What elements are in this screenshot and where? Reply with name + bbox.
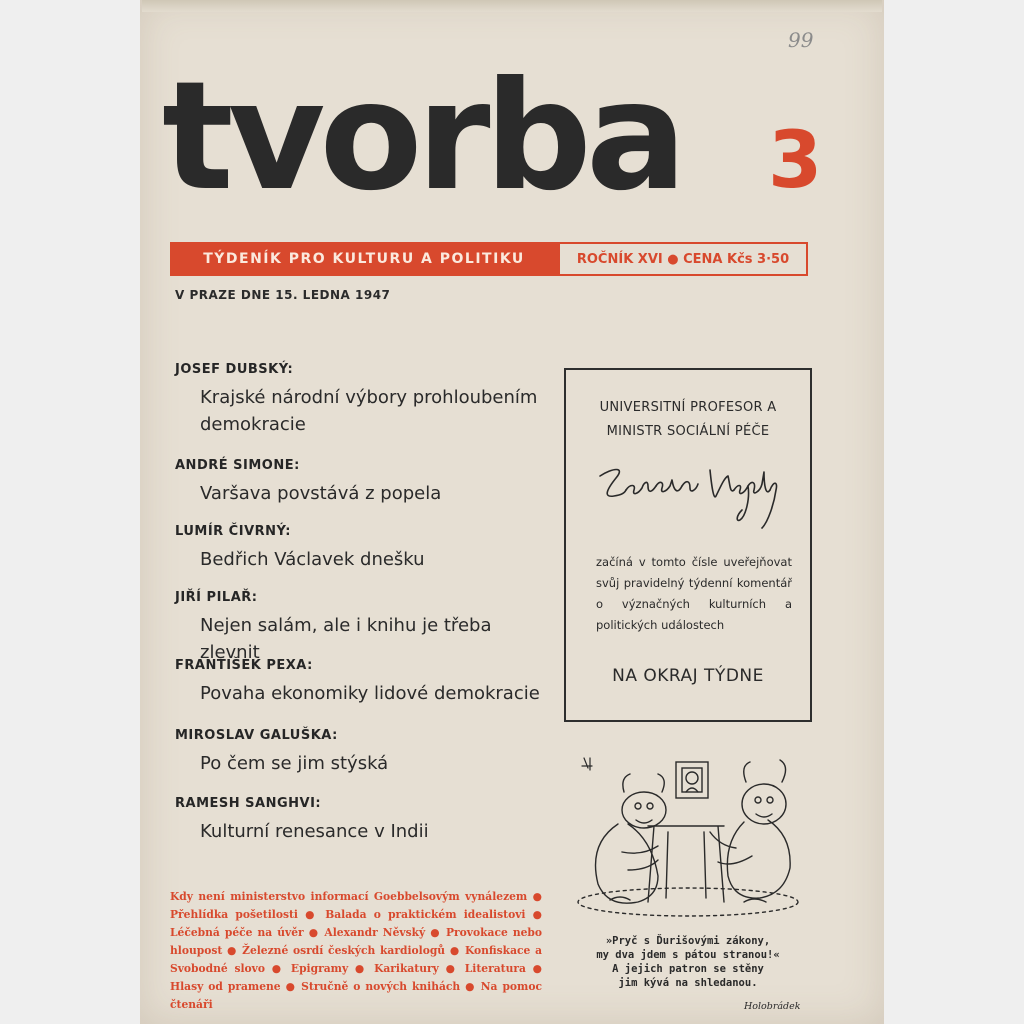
toc-title-line: Povaha ekonomiky lidové demokracie bbox=[200, 683, 540, 704]
announcement-box bbox=[564, 368, 812, 722]
toc-item[interactable] bbox=[175, 796, 429, 845]
toc-author: RAMESH SANGHVI: bbox=[175, 796, 322, 811]
column-title: NA OKRAJ TÝDNE bbox=[612, 666, 764, 686]
masthead-title: tvorba bbox=[162, 50, 682, 224]
toc-author: JIŘÍ PILAŘ: bbox=[175, 590, 258, 605]
contents-list: Kdy není ministerstvo informací Goebbelsovým vynálezem ● Přehlídka pošetilosti ● Balada o praktickém idealistovi ● Léčebná péče na úvěr ● Alexandr Něvský ● Provokace nebo hloupost ● Železné osrdí českých kardiologů ● Konfiskace a Svobodné slovo ● Epigramy ● Karikatury ● Literatura ● Hlasy od pramene ● Stručně o nových knihách ● Na pomoc čtenáři bbox=[170, 890, 542, 1011]
toc-author: FRANTIŠEK PEXA: bbox=[175, 658, 313, 673]
toc-author: LUMÍR ČIVRNÝ: bbox=[175, 524, 291, 539]
toc-item[interactable] bbox=[175, 728, 388, 777]
toc-item[interactable] bbox=[175, 362, 537, 438]
announcement-text: začíná v tomto čísle uveřejňovat svůj pravidelný týdenní komentář o význačných kulturních a politických událostech bbox=[596, 555, 792, 632]
toc-author: JOSEF DUBSKÝ: bbox=[175, 362, 294, 377]
toc-title-line: Bedřich Václavek dnešku bbox=[200, 549, 425, 570]
cartoon-author: Holobrádek bbox=[744, 1001, 801, 1012]
toc-author: MIROSLAV GALUŠKA: bbox=[175, 728, 338, 743]
toc-title-line: Kulturní renesance v Indii bbox=[200, 821, 429, 842]
tagline-bar: TÝDENÍK PRO KULTURU A POLITIKU bbox=[170, 242, 558, 276]
toc-item[interactable] bbox=[175, 658, 540, 707]
toc-item[interactable] bbox=[175, 590, 555, 666]
cartoon-illustration bbox=[568, 752, 812, 918]
toc-title-line: Varšava povstává z popela bbox=[200, 483, 442, 504]
toc-title bbox=[200, 680, 540, 707]
toc-title-line: Krajské národní výbory prohloubením bbox=[200, 387, 538, 408]
pencil-mark: 99 bbox=[788, 28, 814, 52]
dateline: V PRAZE DNE 15. LEDNA 1947 bbox=[175, 288, 391, 302]
announcement-line: UNIVERSITNÍ PROFESOR A bbox=[599, 400, 777, 415]
caption-line: my dva jdem s pátou stranou!« bbox=[596, 949, 780, 961]
toc-title bbox=[200, 480, 441, 507]
cartoon-caption bbox=[560, 934, 816, 990]
issue-number: 3 bbox=[768, 116, 823, 206]
toc-author: ANDRÉ SIMONE: bbox=[175, 458, 300, 473]
caption-line: »Pryč s Ďurišovými zákony, bbox=[605, 935, 771, 947]
toc-title bbox=[200, 750, 388, 777]
volume-price-box: ROČNÍK XVI ● CENA Kčs 3·50 bbox=[558, 242, 808, 276]
toc-title bbox=[200, 384, 537, 438]
toc-title-line: demokracie bbox=[200, 414, 306, 435]
page-top-strip bbox=[142, 0, 882, 12]
toc-title-line: Po čem se jim stýská bbox=[200, 753, 389, 774]
toc-title bbox=[200, 546, 425, 573]
caption-line: jim kývá na shledanou. bbox=[618, 977, 758, 989]
signature-image bbox=[586, 450, 794, 540]
toc-item[interactable] bbox=[175, 458, 441, 507]
toc-title-line: Nejen salám, ale i knihu je třeba zlevnit bbox=[200, 615, 492, 663]
announcement-line: MINISTR SOCIÁLNÍ PÉČE bbox=[606, 424, 770, 439]
toc-title bbox=[200, 818, 429, 845]
caption-line: A jejich patron se stěny bbox=[612, 963, 764, 975]
toc-item[interactable] bbox=[175, 524, 425, 573]
